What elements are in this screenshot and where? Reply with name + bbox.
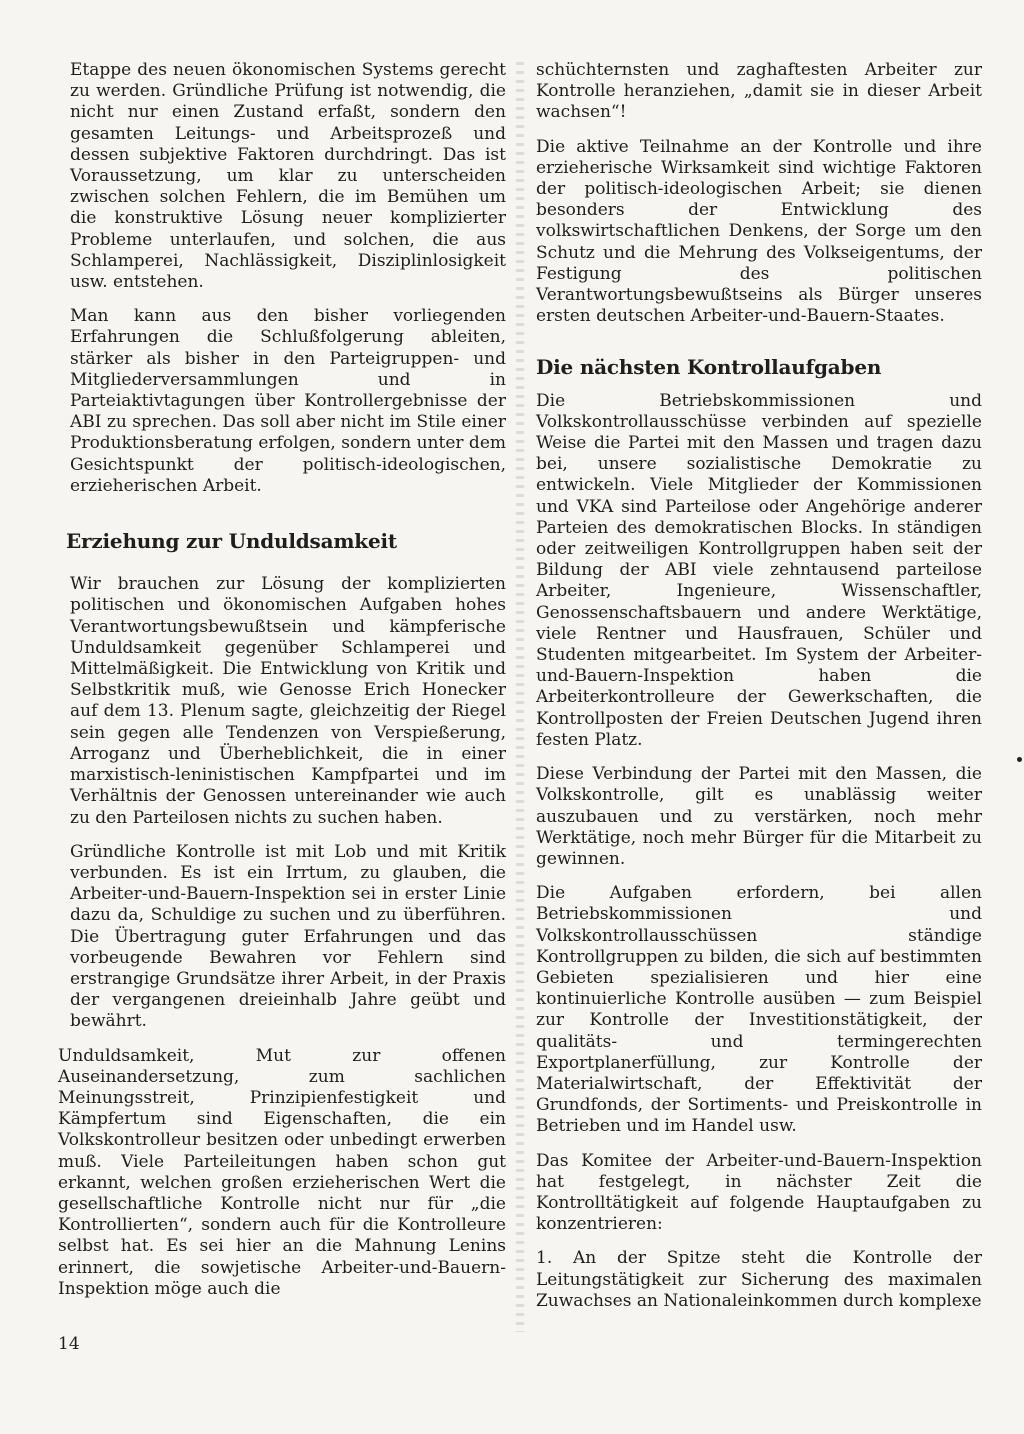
right-paragraph-7: 1. An der Spitze steht die Kontrolle der Leitungstätigkeit zur Sicherung des maximalen Zuwachses an Nationaleinkommen durch komplexe (536, 1248, 982, 1311)
margin-dot (1017, 757, 1022, 762)
left-column (58, 60, 506, 1313)
section-heading-erziehung: Erziehung zur Unduldsamkeit (66, 529, 397, 554)
left-paragraph-4: Gründliche Kontrolle ist mit Lob und mit Kritik verbunden. Es ist ein Irrtum, zu glauben, die Arbeiter-und-Bauern-Inspektion sei in erster Linie dazu da, Schuldige zu suchen und zu überführen. Die Übertragung guter Erfahrungen und das vorbeugende Bewahren vor Fehlern sind erstrangige Grundsätze ihrer Arbeit, in der Praxis der vergangenen dreieinhalb Jahre geübt und bewährt. (70, 841, 506, 1032)
right-column (536, 60, 982, 1325)
right-paragraph-2: Die aktive Teilnahme an der Kontrolle und ihre erzieherische Wirksamkeit sind wichtige Faktoren der politisch-ideologischen Arbeit; sie dienen besonders der Entwicklung des volkswirtschaftlichen Denkens, der Sorge um den Schutz und die Mehrung des Volkseigentums, der Festigung des politischen Verantwortungsbewußtseins als Bürger unseres ersten deutschen Arbeiter-und-Bauern-Staates. (536, 136, 982, 327)
right-paragraph-6: Das Komitee der Arbeiter-und-Bauern-Inspektion hat festgelegt, in nächster Zeit die Kontrolltätigkeit auf folgende Hauptaufgaben zu konzentrieren: (536, 1150, 982, 1235)
left-paragraph-2: Man kann aus den bisher vorliegenden Erfahrungen die Schlußfolgerung ableiten, stärker als bisher in den Parteigruppen- und Mitgliederversammlungen und in Parteiaktivtagungen über Kontrollergebnisse der ABI zu sprechen. Das soll aber nicht im Stile einer Produktionsberatung erfolgen, sondern unter dem Gesichtspunkt der politisch-ideologischen, erzieherischen Arbeit. (70, 306, 506, 496)
right-paragraph-1: schüchternsten und zaghaftesten Arbeiter zur Kontrolle heranziehen, „damit sie in dieser Arbeit wachsen“! (536, 60, 982, 123)
page-number: 14 (58, 1334, 80, 1354)
right-paragraph-5: Die Aufgaben erfordern, bei allen Betriebskommissionen und Volkskontrollausschüssen ständige Kontrollgruppen zu bilden, die sich auf bestimmten Gebieten spezialisieren und hier eine kontinuierliche Kontrolle ausüben — zum Beispiel zur Kontrolle der Investitionstätigkeit, der qualitäts- und termingerechten Exportplanerfüllung, zur Kontrolle der Materialwirtschaft, der Effektivität der Grundfonds, der Sortiments- und Preiskontrolle in Betrieben und im Handel usw. (536, 883, 982, 1137)
left-paragraph-3: Wir brauchen zur Lösung der komplizierten politischen und ökonomischen Aufgaben hohes Verantwortungsbewußtsein und kämpferische Unduldsamkeit gegenüber Schlamperei und Mittelmäßigkeit. Die Entwicklung von Kritik und Selbstkritik muß, wie Genosse Erich Honecker auf dem 13. Plenum sagte, gleichzeitig der Riegel sein gegen alle Tendenzen von Verspießerung, Arroganz und Überheblichkeit, die in einer marxistisch-leninistischen Kampfpartei und im Verhältnis der Genossen untereinander wie auch zu den Parteilosen nichts zu suchen haben. (70, 574, 506, 828)
right-paragraph-4: Diese Verbindung der Partei mit den Massen, die Volkskontrolle, gilt es unablässig weiter auszubauen und zu verstärken, noch mehr Werktätige, noch mehr Bürger für die Mitarbeit zu gewinnen. (536, 764, 982, 869)
right-paragraph-3: Die Betriebskommissionen und Volkskontrollausschüsse verbinden auf spezielle Weise die Partei mit den Massen und tragen dazu bei, unsere sozialistische Demokratie zu entwickeln. Viele Mitglieder der Kommissionen und VKA sind Parteilose oder Angehörige anderer Parteien des demokratischen Blocks. In ständigen oder zeitweiligen Kontrollgruppen haben seit der Bildung der ABI viele zehntausend parteilose Arbeiter, Ingenieure, Wissenschaftler, Genossenschaftsbauern und andere Werktätige, viele Rentner und Hausfrauen, Schüler und Studenten mitgearbeitet. Im System der Arbeiter-und-Bauern-Inspektion haben die Arbeiterkontrolleure der Gewerkschaften, die Kontrollposten der Freien Deutschen Jugend ihren festen Platz. (536, 390, 982, 750)
left-paragraph-5: Unduldsamkeit, Mut zur offenen Auseinandersetzung, zum sachlichen Meinungsstreit, Prinzipienfestigkeit und Kämpfertum sind Eigenschaften, die ein Volkskontrolleur besitzen oder unbedingt erwerben muß. Viele Parteileitungen haben schon gut erkannt, welchen großen erzieherischen Wert die gesellschaftliche Kontrolle nicht nur für „die Kontrollierten“, sondern auch für die Kontrolleure selbst hat. Es sei hier an die Mahnung Lenins erinnert, die sowjetische Arbeiter-und-Bauern-Inspektion möge auch die (58, 1045, 506, 1299)
section-heading-kontrollaufgaben: Die nächsten Kontrollaufgaben (536, 355, 882, 380)
binding-gutter (516, 62, 524, 1332)
left-paragraph-1: Etappe des neuen ökonomischen Systems gerecht zu werden. Gründliche Prüfung ist notwendig, die nicht nur einen Zustand erfaßt, sondern den gesamten Leitungs- und Arbeitsprozeß und dessen subjektive Faktoren durchdringt. Das ist Voraussetzung, um klar zu unterscheiden zwischen solchen Fehlern, die im Bemühen um die konstruktive Lösung neuer komplizierter Probleme unterlaufen, und solchen, die aus Schlamperei, Nachlässigkeit, Disziplinlosigkeit usw. entstehen. (70, 60, 506, 293)
